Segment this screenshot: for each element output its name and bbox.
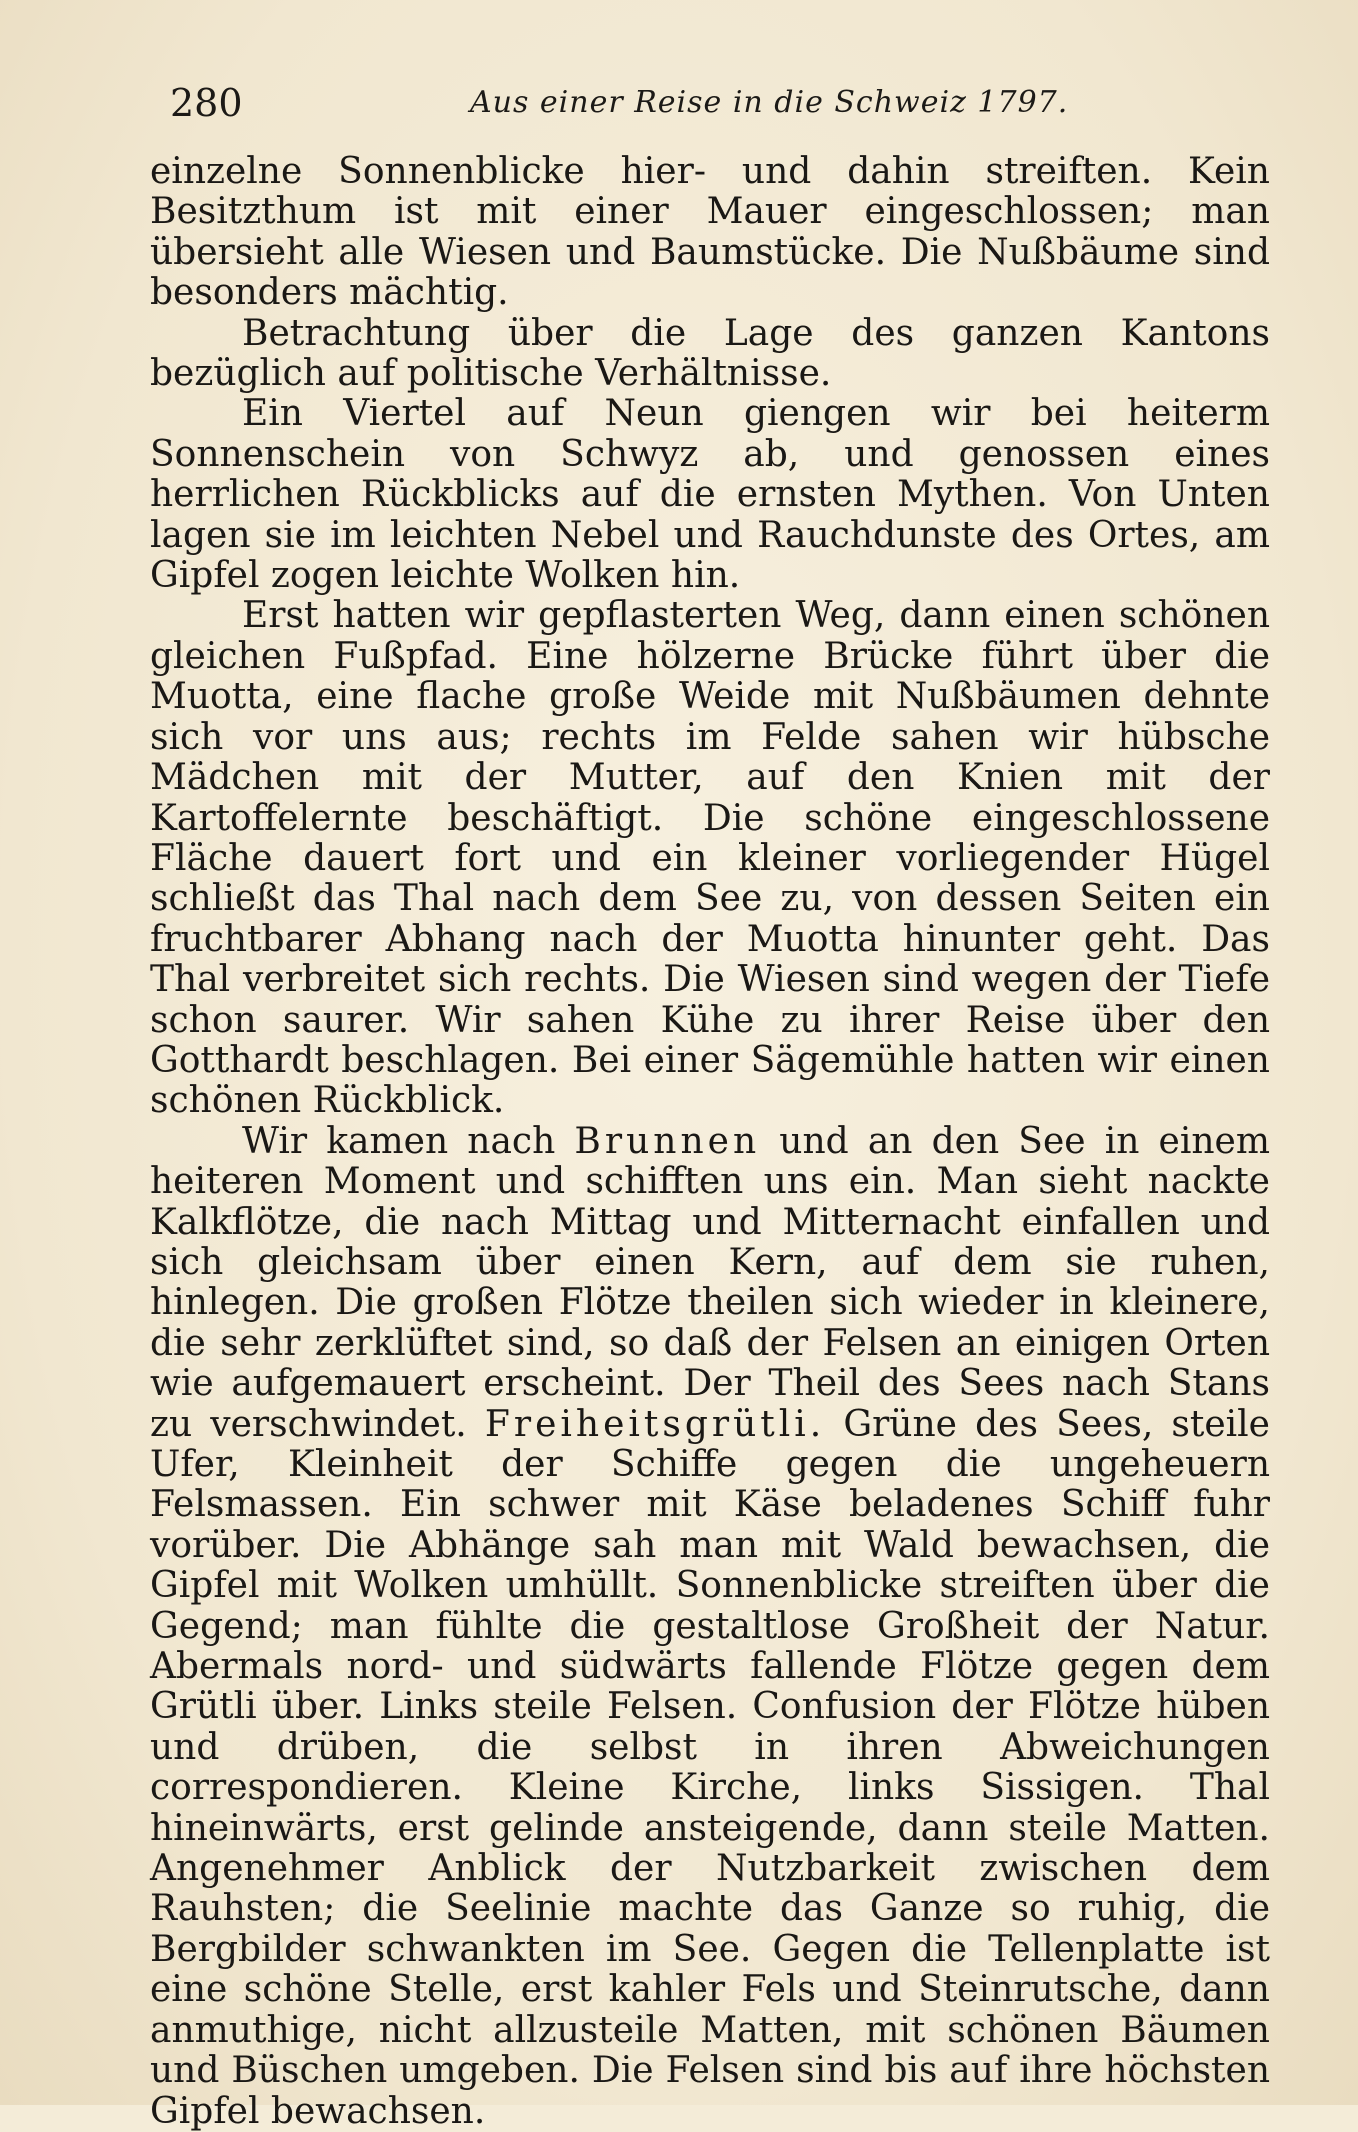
paragraph-5-middle: und an den See in einem heiteren Moment und schifften uns ein. Man sieht nackte Kalkflötze, die nach Mittag und Mitternacht einfallen und sich gleichsam über einen Kern, auf dem sie ruhen, hinlegen. Die großen Flötze theilen sich wieder in kleinere, die sehr zerklüftet sind, so daß der Felsen an einigen Orten wie aufgemauert erscheint. Der Theil des Sees nach Stans zu verschwindet.	[150, 1120, 1270, 1445]
page-number: 280	[170, 81, 243, 125]
body-text	[150, 152, 1270, 2132]
place-name-freiheitsgruetli: Freiheitsgrütli.	[484, 1403, 826, 1445]
paragraph-5-after: Grüne des Sees, steile Ufer, Kleinheit der Schiffe gegen die ungeheuern Felsmassen. Ein schwer mit Käse beladenes Schiff fuhr vorüber. Die Abhänge sah man mit Wald bewachsen, die Gipfel mit Wolken umhüllt. Sonnenblicke streiften über die Gegend; man fühlte die gestaltlose Großheit der Natur. Abermals nord- und südwärts fallende Flötze gegen dem Grütli über. Links steile Felsen. Confusion der Flötze hüben und drüben, die selbst in ihren Abweichungen correspondieren. Kleine Kirche, links Sissigen. Thal hineinwärts, erst gelinde ansteigende, dann steile Matten. Angenehmer Anblick der Nutzbarkeit zwischen dem Rauhsten; die Seelinie machte das Ganze so ruhig, die Bergbilder schwankten im See. Gegen die Tellenplatte ist eine schöne Stelle, erst kahler Fels und Steinrutsche, dann anmuthige, nicht allzusteile Matten, mit schönen Bäumen und Büschen umgeben. Die Felsen sind bis auf ihre höchsten Gipfel bewachsen.	[150, 1403, 1270, 2132]
paragraph-4: Erst hatten wir gepflasterten Weg, dann einen schönen gleichen Fußpfad. Eine hölzerne Brücke führt über die Muotta, eine flache große Weide mit Nußbäumen dehnte sich vor uns aus; rechts im Felde sahen wir hübsche Mädchen mit der Mutter, auf den Knien mit der Kartoffelernte beschäftigt. Die schöne eingeschlossene Fläche dauert fort und ein kleiner vorliegender Hügel schließt das Thal nach dem See zu, von dessen Seiten ein fruchtbarer Abhang nach der Muotta hinunter geht. Das Thal verbreitet sich rechts. Die Wiesen sind wegen der Tiefe schon saurer. Wir sahen Kühe zu ihrer Reise über den Gotthardt beschlagen. Bei einer Sägemühle hatten wir einen schönen Rückblick.	[150, 595, 1270, 1122]
paragraph-3: Ein Viertel auf Neun giengen wir bei heiterm Sonnenschein von Schwyz ab, und genossen eines herrlichen Rückblicks auf die ernsten Mythen. Von Unten lagen sie im leichten Nebel und Rauchdunste des Ortes, am Gipfel zogen leichte Wolken hin.	[150, 393, 1270, 597]
paragraph-5	[150, 1122, 1270, 2132]
paragraph-5-before: Wir kamen nach	[242, 1120, 575, 1162]
paragraph-1: einzelne Sonnenblicke hier- und dahin streiften. Kein Besitzthum ist mit einer Mauer eingeschlossen; man übersieht alle Wiesen und Baumstücke. Die Nußbäume sind besonders mächtig.	[150, 151, 1270, 314]
place-name-brunnen: Brunnen	[574, 1120, 761, 1162]
paragraph-2: Betrachtung über die Lage des ganzen Kantons bezüglich auf politische Verhältnisse.	[150, 312, 1270, 395]
page-header	[170, 78, 1260, 128]
running-title: Aus einer Reise in die Schweiz 1797.	[470, 85, 1069, 120]
